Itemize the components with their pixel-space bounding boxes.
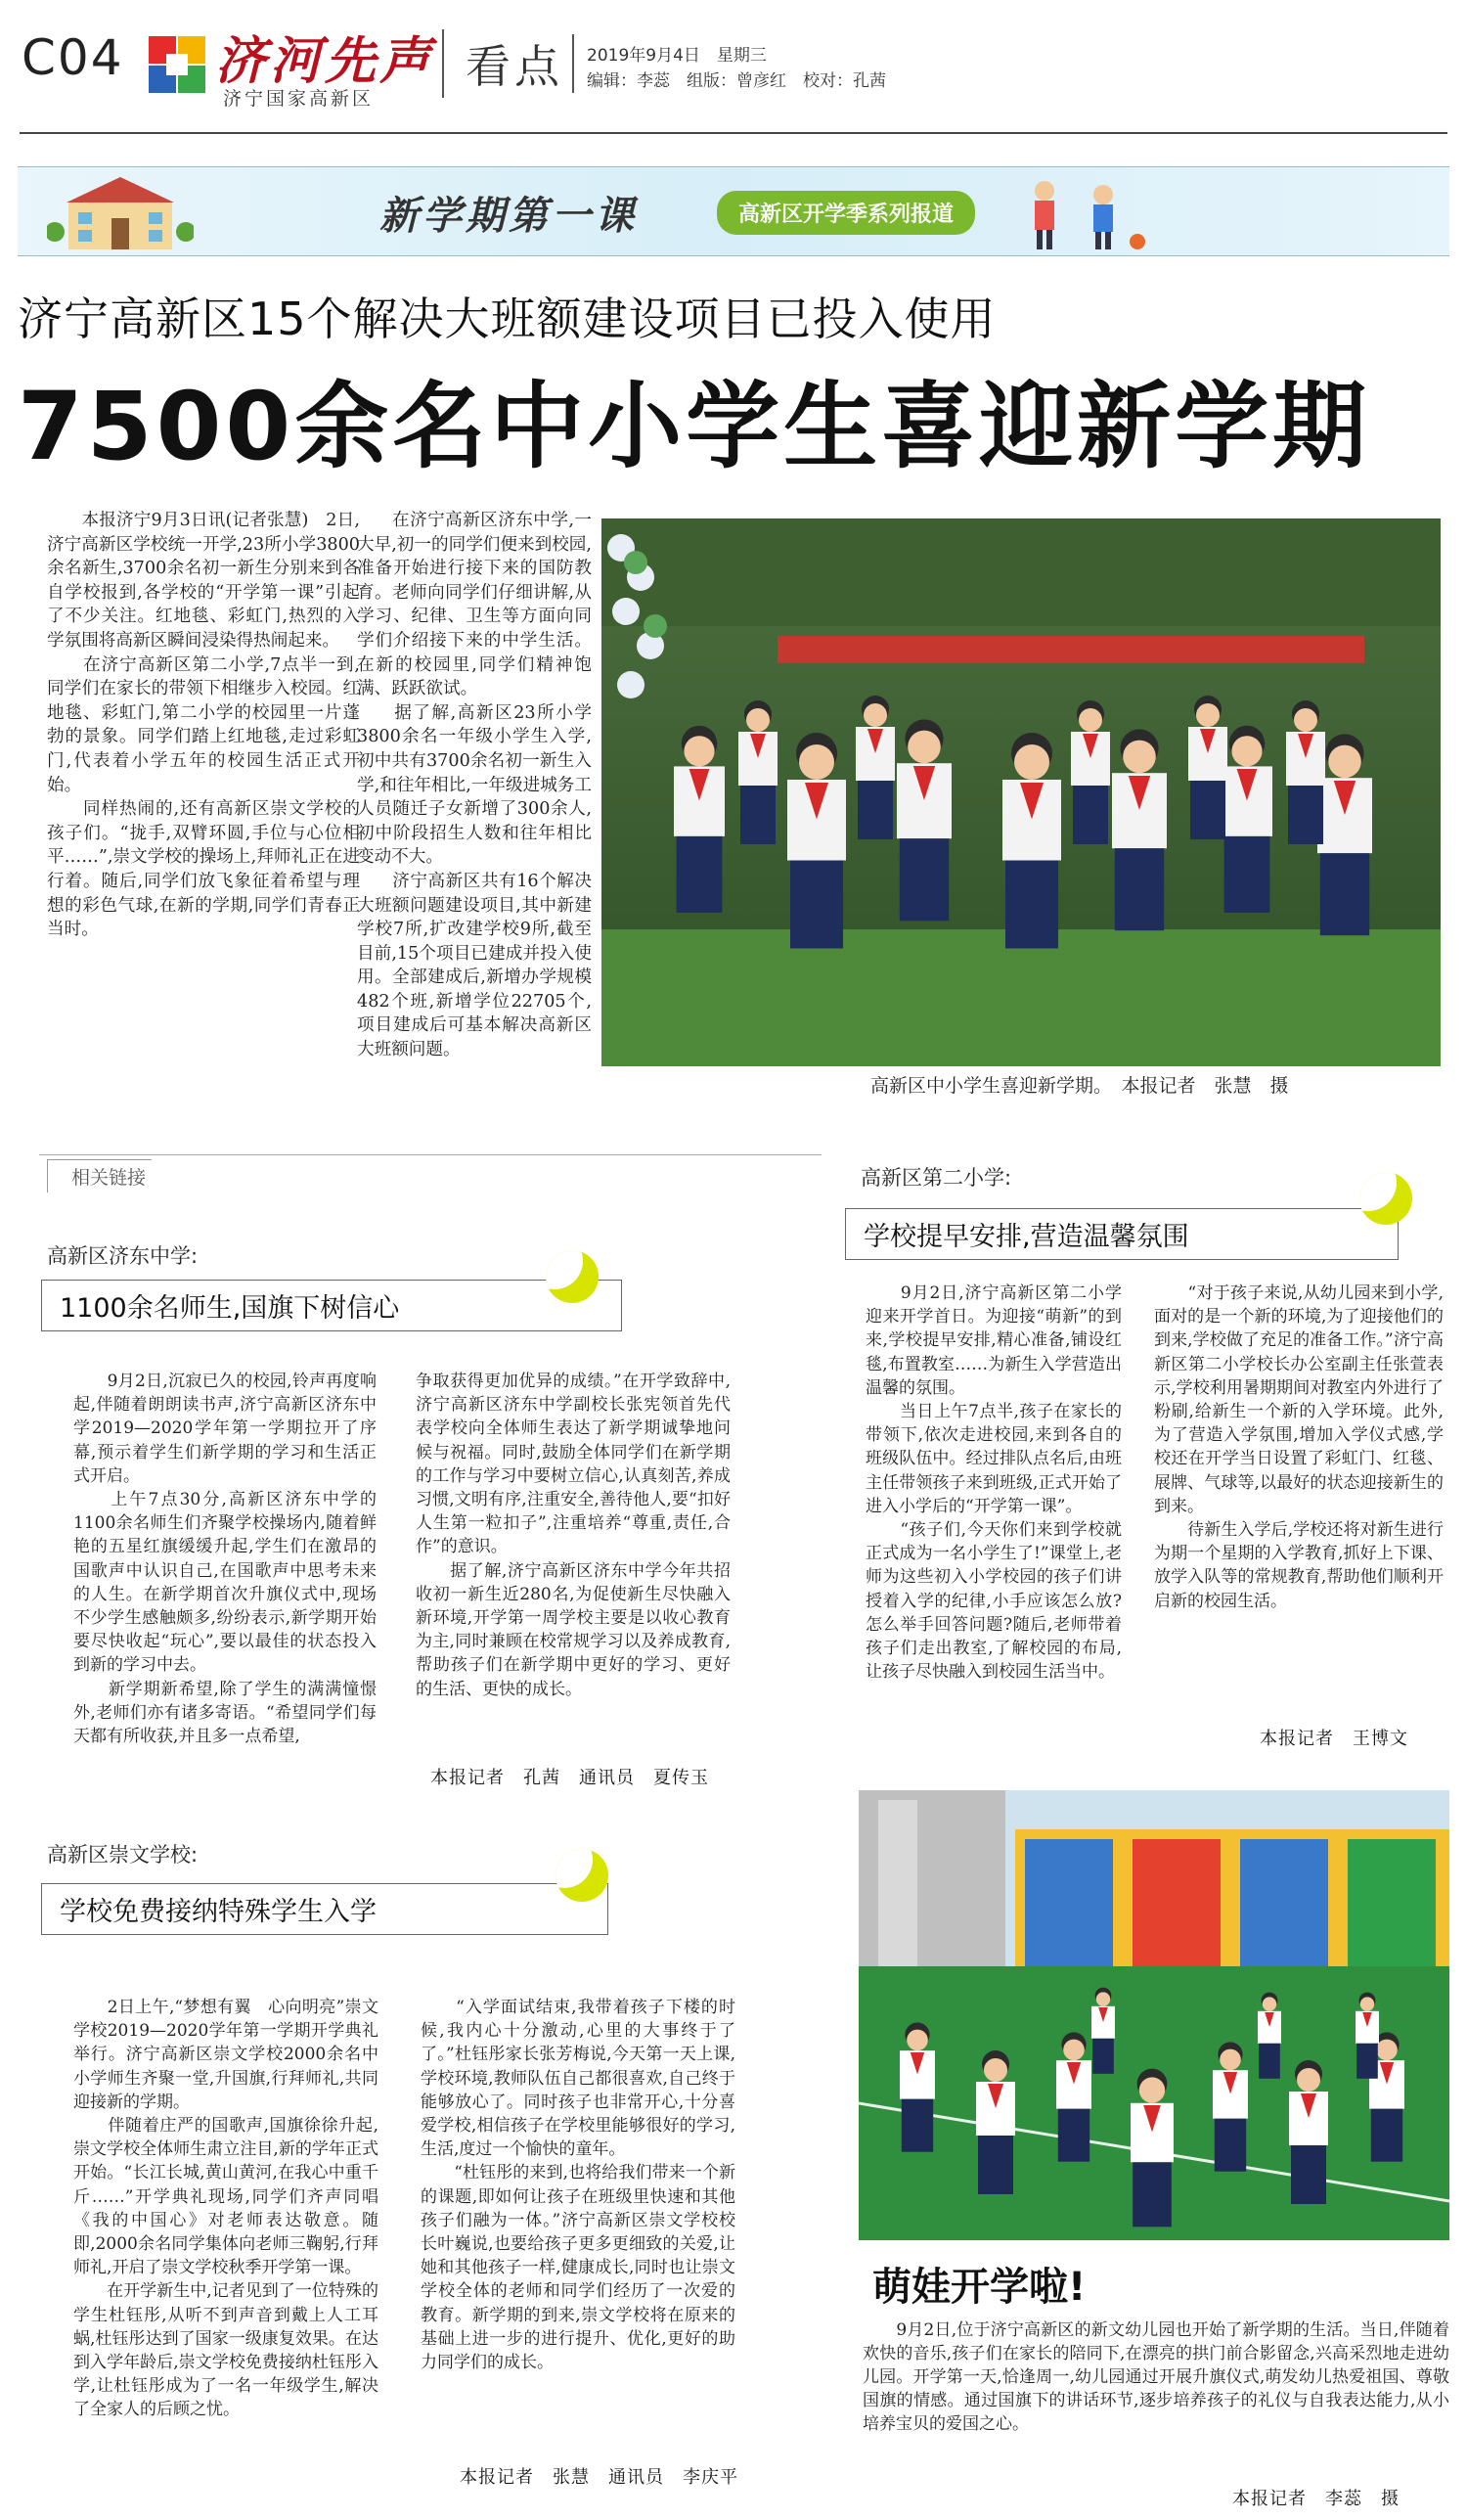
moon-decoration-icon — [1359, 1172, 1412, 1225]
chongwen-kicker: 高新区崇文学校: — [47, 1843, 199, 1867]
kindergarten-body: 9月2日,位于济宁高新区的新文幼儿园也开始了新学期的生活。当日,伴随着欢快的音乐,孩子们在家长的陪同下,在漂亮的拱门前合影留念,兴高采烈地走进幼儿园。开学第一天,恰逢周一,幼儿园通过开展升旗仪式,萌发幼儿热爱祖国、尊敬国旗的情感。通过国旗下的讲话环节,逐步培养孩子的礼仪与自我表达能力,从小培养宝贝的爱国之心。 — [863, 2320, 1449, 2434]
second-body-col1: 9月2日,济宁高新区第二小学迎来开学首日。为迎接“萌新”的到来,学校提早安排,精心准备,铺设红毯,布置教室……为新生入学营造出温馨的氛围。 当日上午7点半,孩子在家长的带领下,依次走进校园,来到各自的班级队伍中。经过排队点名后,由班主任带领孩子来到班级,正式开始了进入小学后的“开学第一课”。 “孩子们,今天你们来到学校就正式成为一名小学生了!”课堂上,老师为这些初入小学校园的孩子们讲授着入学的纪律,小手应该怎么放?怎么举手回答问题?随后,老师带着孩子们走出教室,了解校园的布局,让孩子尽快融入到校园生活当中。 — [866, 1283, 1122, 1683]
jidong-kicker: 高新区济东中学: — [47, 1244, 199, 1268]
paper-subtitle: 济宁国家高新区 — [223, 88, 375, 110]
masthead-rule — [20, 132, 1447, 134]
second-body-col2: “对于孩子来说,从幼儿园来到小学,面对的是一个新的环境,为了迎接他们的到来,学校做了充足的准备工作。”济宁高新区第二小学校长办公室副主任张萱表示,学校利用暑期期间对教室内外进行了粉刷,给新生一个新的入学环境。此外,为了营造入学氛围,增加入学仪式感,学校还在开学当日设置了彩虹门、红毯、展牌、气球等,以最好的状态迎接新生的到来。 待新生入学后,学校还将对新生进行为期一个星期的入学教育,抓好上下课、放学入队等的常规教育,帮助他们顺利开启新的校园生活。 — [1154, 1283, 1444, 1611]
second-title: 学校提早安排,营造温馨氛围 — [845, 1208, 1399, 1260]
students-assembly-photo — [601, 518, 1441, 1066]
jidong-body-col2: 争取获得更加优异的成绩。”在开学致辞中,济宁高新区济东中学副校长张宪领首先代表学校向全体师生表达了新学期诚挚地问候与祝福。同时,鼓励全体同学们在新学期的工作与学习中要树立信心,认真刻苦,养成习惯,文明有序,注重安全,善待他人,要“扣好人生第一粒扣子”,注重培养“尊重,责任,合作”的意识。 据了解,济宁高新区济东中学今年共招收初一新生近280名,为促使新生尽快融入新环境,开学第一周学校主要是以收心教育为主,同时兼顾在校常规学习以及养成教育,帮助孩子们在新学期中更好的学习、更好的生活、更快的成长。 — [416, 1372, 731, 1699]
second-kicker: 高新区第二小学: — [861, 1166, 1012, 1190]
children-illustration-icon — [1005, 173, 1152, 253]
jidong-byline: 本报记者 孔茜 通讯员 夏传玉 — [430, 1768, 709, 1788]
related-links-label: 相关链接 — [47, 1159, 152, 1192]
page-code: C04 — [22, 29, 124, 86]
chongwen-body-col1: 2日上午,“梦想有翼 心向明亮”崇文学校2019—2020学年第一学期开学典礼举行。济宁高新区崇文学校2000余名中小学师生齐聚一堂,升国旗,行拜师礼,共同迎接新的学期。 伴随着庄严的国歌声,国旗徐徐升起,崇文学校全体师生肃立注目,新的学年正式开始。“长江长城,黄山黄河,在我心中重千斤……”开学典礼现场,同学们齐声同唱《我的中国心》对老师表达敬意。随即,2000余名同学集体向老师三鞠躬,行拜师礼,开启了崇文学校秋季开学第一课。 在开学新生中,记者见到了一位特殊的学生杜钰彤,从听不到声音到戴上人工耳蜗,杜钰彤达到了国家一级康复效果。在达到入学年龄后,崇文学校免费接纳杜钰彤入学,让杜钰彤成为了一名一年级学生,解决了全家人的后顾之忧。 — [73, 1998, 378, 2420]
kindergarten-photo — [859, 1790, 1449, 2240]
moon-decoration-icon — [546, 1250, 599, 1303]
dateline: 2019年9月4日 星期三 — [587, 46, 767, 66]
chongwen-byline: 本报记者 张慧 通讯员 李庆平 — [460, 2467, 738, 2488]
divider — [442, 29, 444, 98]
jidong-title: 1100余名师生,国旗下树信心 — [41, 1280, 622, 1331]
lead-headline: 7500余名中小学生喜迎新学期 — [18, 372, 1371, 481]
kindergarten-title: 萌娃开学啦! — [872, 2265, 1087, 2310]
editor-line: 编辑：李蕊 组版：曾彦红 校对：孔茜 — [587, 71, 886, 91]
lead-kicker: 济宁高新区15个解决大班额建设项目已投入使用 — [18, 292, 997, 345]
divider — [39, 1154, 822, 1155]
lead-body-col1: 本报济宁9月3日讯(记者张慧) 2日,济宁高新区学校统一开学,23所小学3800余名新生,3700余名初一新生分别来到各自学校报到,各学校的“开学第一课”引起了不少关注。红地毯、彩虹门,热烈的入学氛围将高新区瞬间浸染得热闹起来。 在济宁高新区第二小学,7点半一到,同学们在家长的带领下相继步入校园。红地毯、彩虹门,第二小学的校园里一片蓬勃的景象。同学们踏上红地毯,走过彩虹门,代表着小学五年的校园生活正式开始。 同样热闹的,还有高新区崇文学校的孩子们。“拢手,双臂环圆,手位与心位相平……”,崇文学校的操场上,拜师礼正在进行着。随后,同学们放飞象征着希望与理想的彩色气球,在新的学期,同学们青春正当时。 — [47, 511, 360, 940]
chongwen-title: 学校免费接纳特殊学生入学 — [41, 1883, 608, 1935]
banner-title: 新学期第一课 — [379, 194, 638, 239]
divider — [572, 34, 574, 93]
masthead — [0, 0, 1467, 137]
school-building-icon — [47, 173, 194, 253]
jidong-body-col1: 9月2日,沉寂已久的校园,铃声再度响起,伴随着朗朗读书声,济宁高新区济东中学2019—2020学年第一学期拉开了序幕,预示着学生们新学期的学习和生活正式开启。 上午7点30分,高新区济东中学的1100余名师生们齐聚学校操场内,随着鲜艳的五星红旗缓缓升起,学生们在激昂的国歌声中认识自己,在国歌声中思考未来的人生。在新学期首次升旗仪式中,现场不少学生感触颇多,纷纷表示,新学期开始要尽快收起“玩心”,要以最佳的状态投入到新的学习中去。 新学期新希望,除了学生的满满憧憬外,老师们亦有诸多寄语。“希望同学们每天都有所收获,并且多一点希望, — [73, 1372, 377, 1747]
moon-decoration-icon — [556, 1849, 608, 1902]
series-banner — [18, 166, 1449, 256]
photo-caption: 高新区中小学生喜迎新学期。 本报记者 张慧 摄 — [870, 1075, 1289, 1097]
paper-logo-icon — [147, 34, 207, 95]
banner-tag: 高新区开学季系列报道 — [717, 191, 975, 235]
lead-body-col2: 在济宁高新区济东中学,一大早,初一的同学们便来到校园,准备开始进行接下来的国防教育。老师向同学们仔细讲解,从学习、纪律、卫生等方面向同学们介绍接下来的中学生活。在新的校园里,同学们精神饱满、跃跃欲试。 据了解,高新区23所小学3800余名一年级小学生入学,初中共有3700余名初一新生入学,和往年相比,一年级进城务工人员随迁子女新增了300余人,初中阶段招生人数和往年相比变动不大。 济宁高新区共有16个解决大班额问题建设项目,其中新建学校7所,扩改建学校9所,截至目前,15个项目已建成并投入使用。全部建成后,新增办学规模482个班,新增学位22705个,项目建成后可基本解决高新区大班额问题。 — [357, 511, 592, 1060]
section-name: 看点 — [466, 40, 563, 93]
kindergarten-byline: 本报记者 李蕊 摄 — [1232, 2489, 1400, 2509]
chongwen-body-col2: “入学面试结束,我带着孩子下楼的时候,我内心十分激动,心里的大事终于了了。”杜钰彤家长张芳梅说,今天第一天上课,学校环境,教师队伍自己都很喜欢,自己终于能够放心了。同时孩子也非常开心,十分喜爱学校,相信孩子在学校里能够很好的学习,生活,度过一个愉快的童年。 “杜钰彤的来到,也将给我们带来一个新的课题,即如何让孩子在班级里快速和其他孩子们融为一体。”济宁高新区崇文学校校长叶巍说,也要给孩子更多更细致的关爱,让她和其他孩子一样,健康成长,同时也让崇文学校全体的老师和同学们经历了一次爱的教育。新学期的到来,崇文学校将在原来的基础上进一步的进行提升、优化,更好的助力同学们的成长。 — [421, 1998, 735, 2373]
second-byline: 本报记者 王博文 — [1260, 1729, 1408, 1749]
paper-name: 济河先声 — [215, 31, 435, 91]
